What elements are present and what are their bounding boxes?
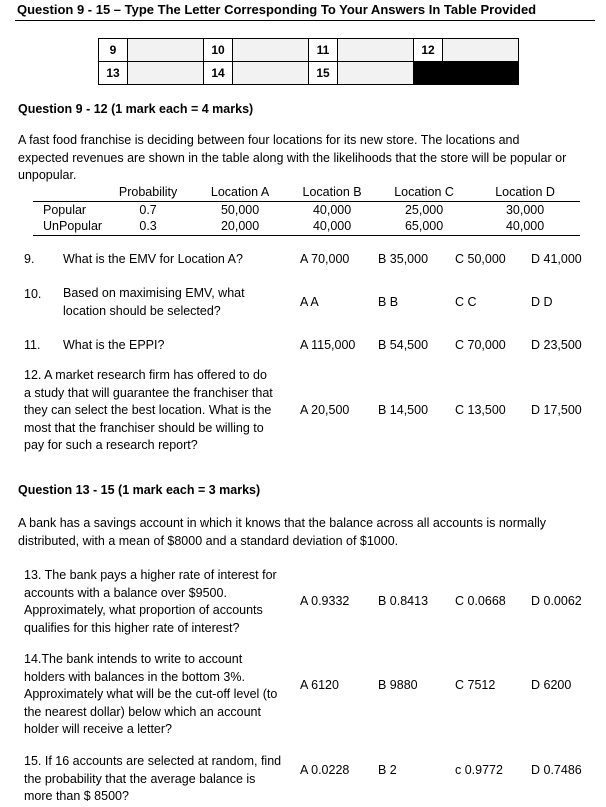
- table-row: [33, 201, 580, 218]
- question-line: pay for such a research report?: [24, 438, 198, 452]
- question-text: [24, 753, 289, 806]
- question-line: 12. A market research firm has offered to do: [24, 368, 267, 382]
- option-b: B 14,500: [378, 403, 429, 417]
- table-cell: UnPopular: [43, 219, 103, 233]
- answer-row: [99, 39, 519, 62]
- intro-line: A bank has a savings account in which it knows that the balance across all accounts is normally: [18, 516, 547, 530]
- question-line: most that the franchiser should be willing to: [24, 420, 264, 435]
- intro-line: A fast food franchise is deciding between four locations for its new store. The locations and: [18, 133, 520, 147]
- question-line: 14.The bank intends to write to account: [24, 652, 243, 666]
- option-c: c 0.9772: [455, 763, 503, 777]
- option-b: B 54,500: [378, 338, 429, 352]
- option-a: A 0.0228: [300, 763, 350, 777]
- question-line: the probability that the average balance is: [24, 771, 256, 786]
- answer-table: [98, 38, 519, 85]
- option-a: A 70,000: [300, 252, 350, 266]
- table-header-row: [33, 184, 580, 201]
- answer-cell-10[interactable]: [233, 39, 309, 62]
- answer-row: [99, 62, 519, 85]
- answer-number: 14: [204, 62, 233, 85]
- question-line: holders with balances in the bottom 3%.: [24, 669, 245, 684]
- option-c: C 50,000: [455, 252, 506, 266]
- question-line: they can select the best location. What is the: [24, 403, 272, 417]
- option-c: C C: [455, 295, 477, 309]
- question-text: [24, 651, 289, 739]
- option-a: A A: [300, 295, 319, 309]
- section1-intro: [18, 132, 598, 185]
- table-cell: 20,000: [220, 219, 260, 233]
- option-a: A 6120: [300, 678, 339, 692]
- answer-cell-13[interactable]: [128, 62, 204, 85]
- question-number: 10.: [24, 287, 42, 301]
- answer-number: 13: [99, 62, 128, 85]
- option-a: A 0.9332: [300, 594, 350, 608]
- question-line: holder will receive a letter?: [24, 722, 172, 736]
- table-cell: Popular: [43, 202, 87, 217]
- option-a: A 20,500: [300, 403, 350, 417]
- answer-cell-15[interactable]: [338, 62, 414, 85]
- table-cell: 30,000: [505, 202, 545, 217]
- question-line: accounts with a balance over $9500.: [24, 585, 227, 600]
- question-line: a study that will guarantee the franchiser that: [24, 385, 273, 400]
- answer-cell-9[interactable]: [128, 39, 204, 62]
- answer-number: 15: [309, 62, 338, 85]
- question-text: [24, 567, 277, 637]
- question-line: 13. The bank pays a higher rate of interest for: [24, 568, 277, 582]
- table-cell: 25,000: [404, 202, 444, 217]
- option-c: C 70,000: [455, 338, 506, 352]
- option-b: B B: [378, 295, 399, 309]
- section2-intro: [18, 515, 600, 550]
- table-cell: 40,000: [312, 202, 352, 217]
- table-header-cell: Probability: [118, 185, 178, 199]
- question-text: What is the EPPI?: [63, 338, 165, 352]
- question-number: 9.: [24, 252, 35, 266]
- question-line: qualifies for this higher rate of interest?: [24, 620, 240, 635]
- question-line: location should be selected?: [63, 303, 221, 318]
- question-text: [24, 367, 273, 455]
- option-b: B 35,000: [378, 252, 429, 266]
- option-d: D 23,500: [531, 338, 582, 352]
- question-line: more than $ 8500?: [24, 789, 129, 803]
- intro-line: distributed, with a mean of $8000 and a standard deviation of $1000.: [18, 533, 399, 548]
- option-d: D 0.7486: [531, 763, 582, 777]
- answer-cell-12[interactable]: [443, 39, 519, 62]
- table-cell: 0.3: [139, 219, 157, 233]
- table-header-cell: Location A: [210, 185, 270, 199]
- table-cell: 40,000: [505, 219, 545, 233]
- answer-cell-11[interactable]: [338, 39, 414, 62]
- table-cell: 0.7: [139, 202, 157, 217]
- option-d: D 41,000: [531, 252, 582, 266]
- question-text: [63, 285, 245, 320]
- answer-number: 10: [204, 39, 233, 62]
- table-header-cell: Location C: [394, 185, 454, 199]
- option-c: C 7512: [455, 678, 496, 692]
- question-line: 15. If 16 accounts are selected at random, find: [24, 754, 282, 768]
- option-b: B 2: [378, 763, 397, 777]
- answer-number: 12: [414, 39, 443, 62]
- option-d: D 6200: [531, 678, 572, 692]
- question-line: Based on maximising EMV, what: [63, 286, 245, 300]
- table-header-cell: [33, 184, 102, 201]
- option-c: C 13,500: [455, 403, 506, 417]
- option-d: D 17,500: [531, 403, 582, 417]
- option-a: A 115,000: [300, 338, 356, 352]
- answer-number: 9: [99, 39, 128, 62]
- option-b: B 9880: [378, 678, 418, 692]
- section1-heading: Question 9 - 12 (1 mark each = 4 marks): [18, 102, 254, 116]
- option-d: D 0.0062: [531, 594, 582, 608]
- answer-cell-14[interactable]: [233, 62, 309, 85]
- table-row: [33, 218, 580, 235]
- question-line: the nearest dollar) below which an account: [24, 704, 261, 719]
- question-line: Approximately what will be the cut-off level (to: [24, 687, 278, 701]
- blocked-cell: [414, 62, 519, 85]
- table-header-cell: Location B: [302, 185, 362, 199]
- page-header-title: Question 9 - 15 – Type The Letter Corresponding To Your Answers In Table Provided: [17, 2, 537, 17]
- table-header-cell: Location D: [495, 185, 555, 199]
- answer-number: 11: [309, 39, 338, 62]
- section2-heading: Question 13 - 15 (1 mark each = 3 marks): [18, 483, 261, 497]
- option-d: D D: [531, 295, 553, 309]
- option-b: B 0.8413: [378, 594, 429, 608]
- header-divider: [15, 20, 595, 21]
- table-cell: 65,000: [404, 219, 444, 233]
- table-cell: 40,000: [312, 219, 352, 233]
- intro-line: unpopular.: [18, 168, 77, 182]
- table-cell: 50,000: [220, 202, 260, 217]
- locations-table: [33, 184, 580, 236]
- question-text: What is the EMV for Location A?: [63, 252, 243, 266]
- intro-line: expected revenues are shown in the table along with the likelihoods that the store will be popular or: [18, 150, 567, 165]
- question-number: 11.: [24, 338, 41, 352]
- option-c: C 0.0668: [455, 594, 506, 608]
- question-line: Approximately, what proportion of accounts: [24, 603, 263, 617]
